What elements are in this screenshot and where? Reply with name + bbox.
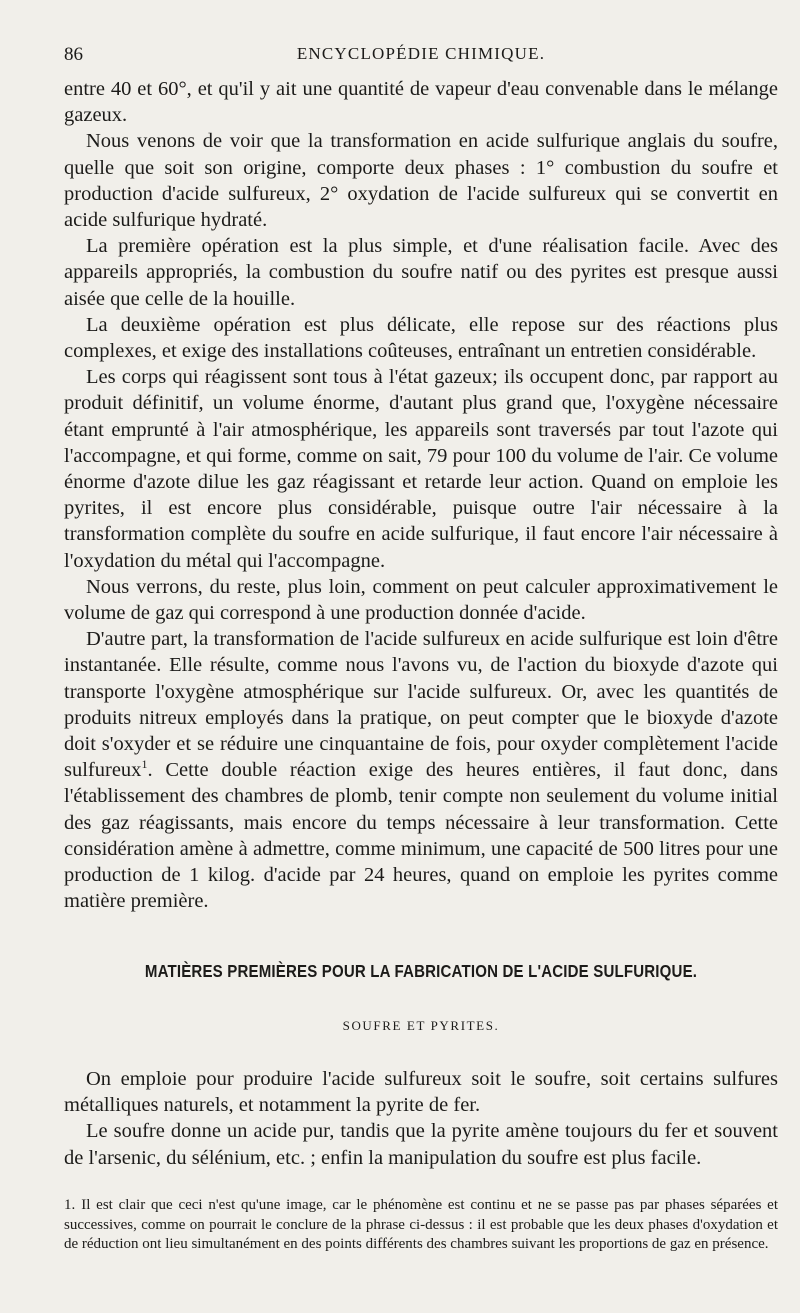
paragraph: Les corps qui réagissent sont tous à l'état gazeux; ils occupent donc, par rapport au produit définitif, un volume énorme, d'autant plus grand que, l'oxygène nécessaire étant emprunté à l'air atmosphérique, les appareils sont traversés par tout l'azote qui l'accompagne, et qui forme, comme on sait, 79 pour 100 du volume de l'air. Ce volume énorme d'azote dilue les gaz réagissant et retarde leur action. Quand on emploie les pyrites, il est encore plus considérable, puisque outre l'air nécessaire à la transformation complète du soufre en acide sulfurique, il faut encore l'air nécessaire à l'oxydation du métal qui l'accompagne. bbox=[64, 366, 778, 572]
paragraph: Le soufre donne un acide pur, tandis que la pyrite amène toujours du fer et souvent de l'arsenic, du sélénium, etc. ; enfin la manipulation du soufre est plus facile. bbox=[64, 1120, 778, 1169]
running-head bbox=[64, 44, 778, 70]
main-text bbox=[64, 76, 778, 915]
page-number: 86 bbox=[64, 44, 83, 65]
paragraph: Nous venons de voir que la transformation en acide sulfurique anglais du soufre, quelle que soit son origine, comporte deux phases : 1° combustion du soufre et production d'acide sulfureux, 2° oxydation de l'acide sulfureux qui se convertit en acide sulfurique hydraté. bbox=[64, 130, 778, 232]
paragraph: Nous verrons, du reste, plus loin, comment on peut calculer approximativement le volume de gaz qui correspond à une production donnée d'acide. bbox=[64, 575, 778, 625]
paragraph-text: Cette double réaction exige des heures entières, il faut donc, dans l'établissement des chambres de plomb, tenir compte non seulement du volume initial des gaz réagissants, mais encore du temps nécessaire à leur transformation. Cette considération amène à admettre, comme minimum, une capacité de 500 litres pour une production de 1 kilog. d'acide par 24 heures, quand on emploie les pyrites comme matière première. bbox=[64, 759, 779, 913]
footnote-reference: 1 bbox=[141, 757, 148, 772]
footnote-marker: 1. bbox=[64, 1197, 76, 1213]
journal-title: ENCYCLOPÉDIE CHIMIQUE. bbox=[296, 44, 546, 63]
paragraph: La première opération est la plus simple, et d'une réalisation facile. Avec des appareils appropriés, la combustion du soufre natif ou des pyrites est presque aussi aisée que celle de la houille. bbox=[64, 235, 778, 310]
paragraph: On emploie pour produire l'acide sulfureux soit le soufre, soit certains sulfures métalliques naturels, et notamment la pyrite de fer. bbox=[64, 1068, 778, 1117]
paragraph: entre 40 et 60°, et qu'il y ait une quantité de vapeur d'eau convenable dans le mélange gazeux. bbox=[64, 78, 778, 127]
footnote-text: Il est clair que ceci n'est qu'une image, car le phénomène est continu et ne se passe pas par phases séparées et successives, comme on pourrait le conclure de la phrase ci-dessus : il est probable que les deux phases d'oxydation et de réduction ont lieu simultanément en des points différents des chambres suivant les proportions de gaz en présence. bbox=[64, 1197, 778, 1253]
paragraph: La deuxième opération est plus délicate, elle repose sur des réactions plus complexes, et exige des installations coûteuses, entraînant un entretien considérable. bbox=[64, 313, 778, 363]
paragraph-text: D'autre part, la transformation de l'acide sulfureux en acide sulfurique est loin d'être instantanée. Elle résulte, comme nous l'avons vu, de l'action du bioxyde d'azote qui transporte l'oxygène atmosphérique sur l'acide sulfureux. Or, avec les quantités de produits nitreux employés dans la pratique, on peut compter que le bioxyde d'azote doit s'oxyder et se réduire une cinquantaine de fois, pour oxyder complètement l'acide sulfureux bbox=[64, 628, 778, 782]
footnote bbox=[64, 1196, 778, 1255]
sub-heading: SOUFRE ET PYRITES. bbox=[342, 1018, 500, 1033]
section-heading: MATIÈRES PREMIÈRES POUR LA FABRICATION DE L'ACIDE SULFURIQUE. bbox=[144, 961, 698, 981]
section-text bbox=[64, 1066, 778, 1171]
paragraph-with-footnote: D'autre part, la transformation de l'acide sulfureux en acide sulfurique est loin d'être instantanée. Elle résulte, comme nous l'avons vu, de l'action du bioxyde d'azote qui transporte l'oxygène atmosphérique sur l'acide sulfureux. Or, avec les quantités de produits nitreux employés dans la pratique, on peut compter que le bioxyde d'azote doit s'oxyder et se réduire une cinquantaine de fois, pour oxyder complètement l'acide sulfureux$^1$. Cette double réaction exige des heures entières, il faut donc, dans l'établissement des chambres de plomb, tenir compte non seulement du volume initial des gaz réagissants, mais encore du temps nécessaire à leur transformation. Cette considération amène à admettre, comme minimum, une capacité de 500 litres pour une production de 1 kilog. d'acide par 24 heures, quand on emploie les pyrites comme matière première. bbox=[64, 628, 779, 913]
